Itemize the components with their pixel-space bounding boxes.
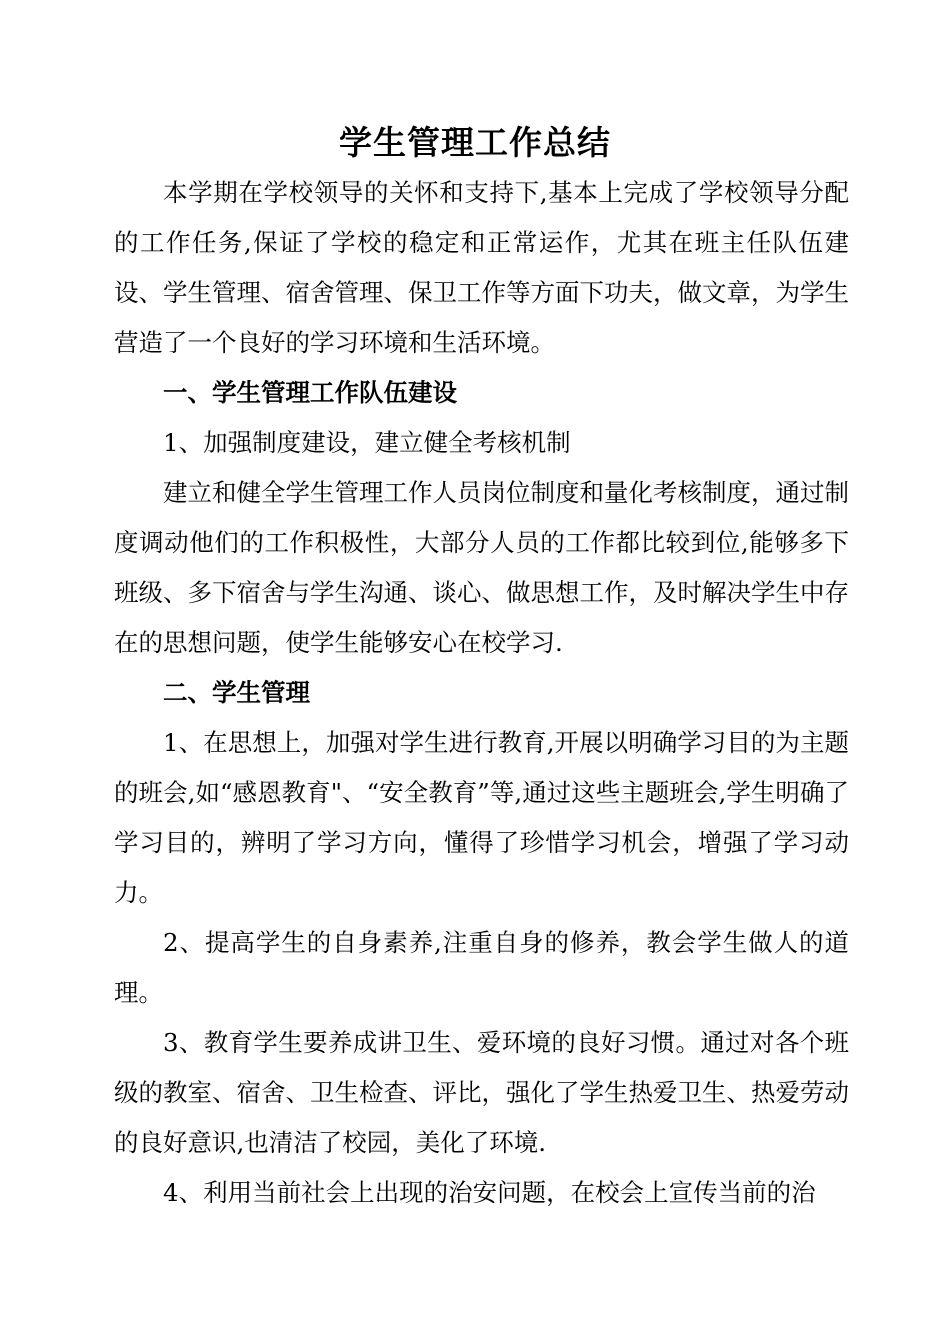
paragraph-item-3: 3、教育学生要养成讲卫生、爱环境的良好习惯。通过对各个班级的教室、宿舍、卫生检查、评比，强化了学生热爱卫生、热爱劳动的良好意识,也清洁了校园，美化了环境. <box>114 1028 849 1157</box>
paragraph-item-1: 1、在思想上，加强对学生进行教育,开展以明确学习目的为主题的班会,如“感恩教育"、“安全教育”等,通过这些主题班会,学生明确了学习目的，辨明了学习方向，懂得了珍惜学习机会，增强了学习动力。 <box>114 728 849 907</box>
paragraph-item-2: 2、提高学生的自身素养,注重自身的修养，教会学生做人的道理。 <box>114 928 849 1007</box>
section-heading-1: 一、学生管理工作队伍建设 <box>163 378 457 407</box>
paragraph-item-4: 4、利用当前社会上出现的治安问题，在校会上宣传当前的治 <box>163 1178 816 1207</box>
document-title: 学生管理工作总结 <box>339 123 611 162</box>
document-body <box>114 168 849 1218</box>
paragraph-intro: 本学期在学校领导的关怀和支持下,基本上完成了学校领导分配的工作任务,保证了学校的稳定和正常运作，尤其在班主任队伍建设、学生管理、宿舍管理、保卫工作等方面下功夫，做文章，为学生营造了一个良好的学习环境和生活环境。 <box>114 178 849 357</box>
section-heading-2: 二、学生管理 <box>163 678 310 707</box>
paragraph-team-building: 建立和健全学生管理工作人员岗位制度和量化考核制度，通过制度调动他们的工作积极性，大部分人员的工作都比较到位,能够多下班级、多下宿舍与学生沟通、谈心、做思想工作，及时解决学生中存在的思想问题，使学生能够安心在校学习. <box>114 478 849 657</box>
subsection-heading-1-1: 1、加强制度建设，建立健全考核机制 <box>163 428 571 457</box>
